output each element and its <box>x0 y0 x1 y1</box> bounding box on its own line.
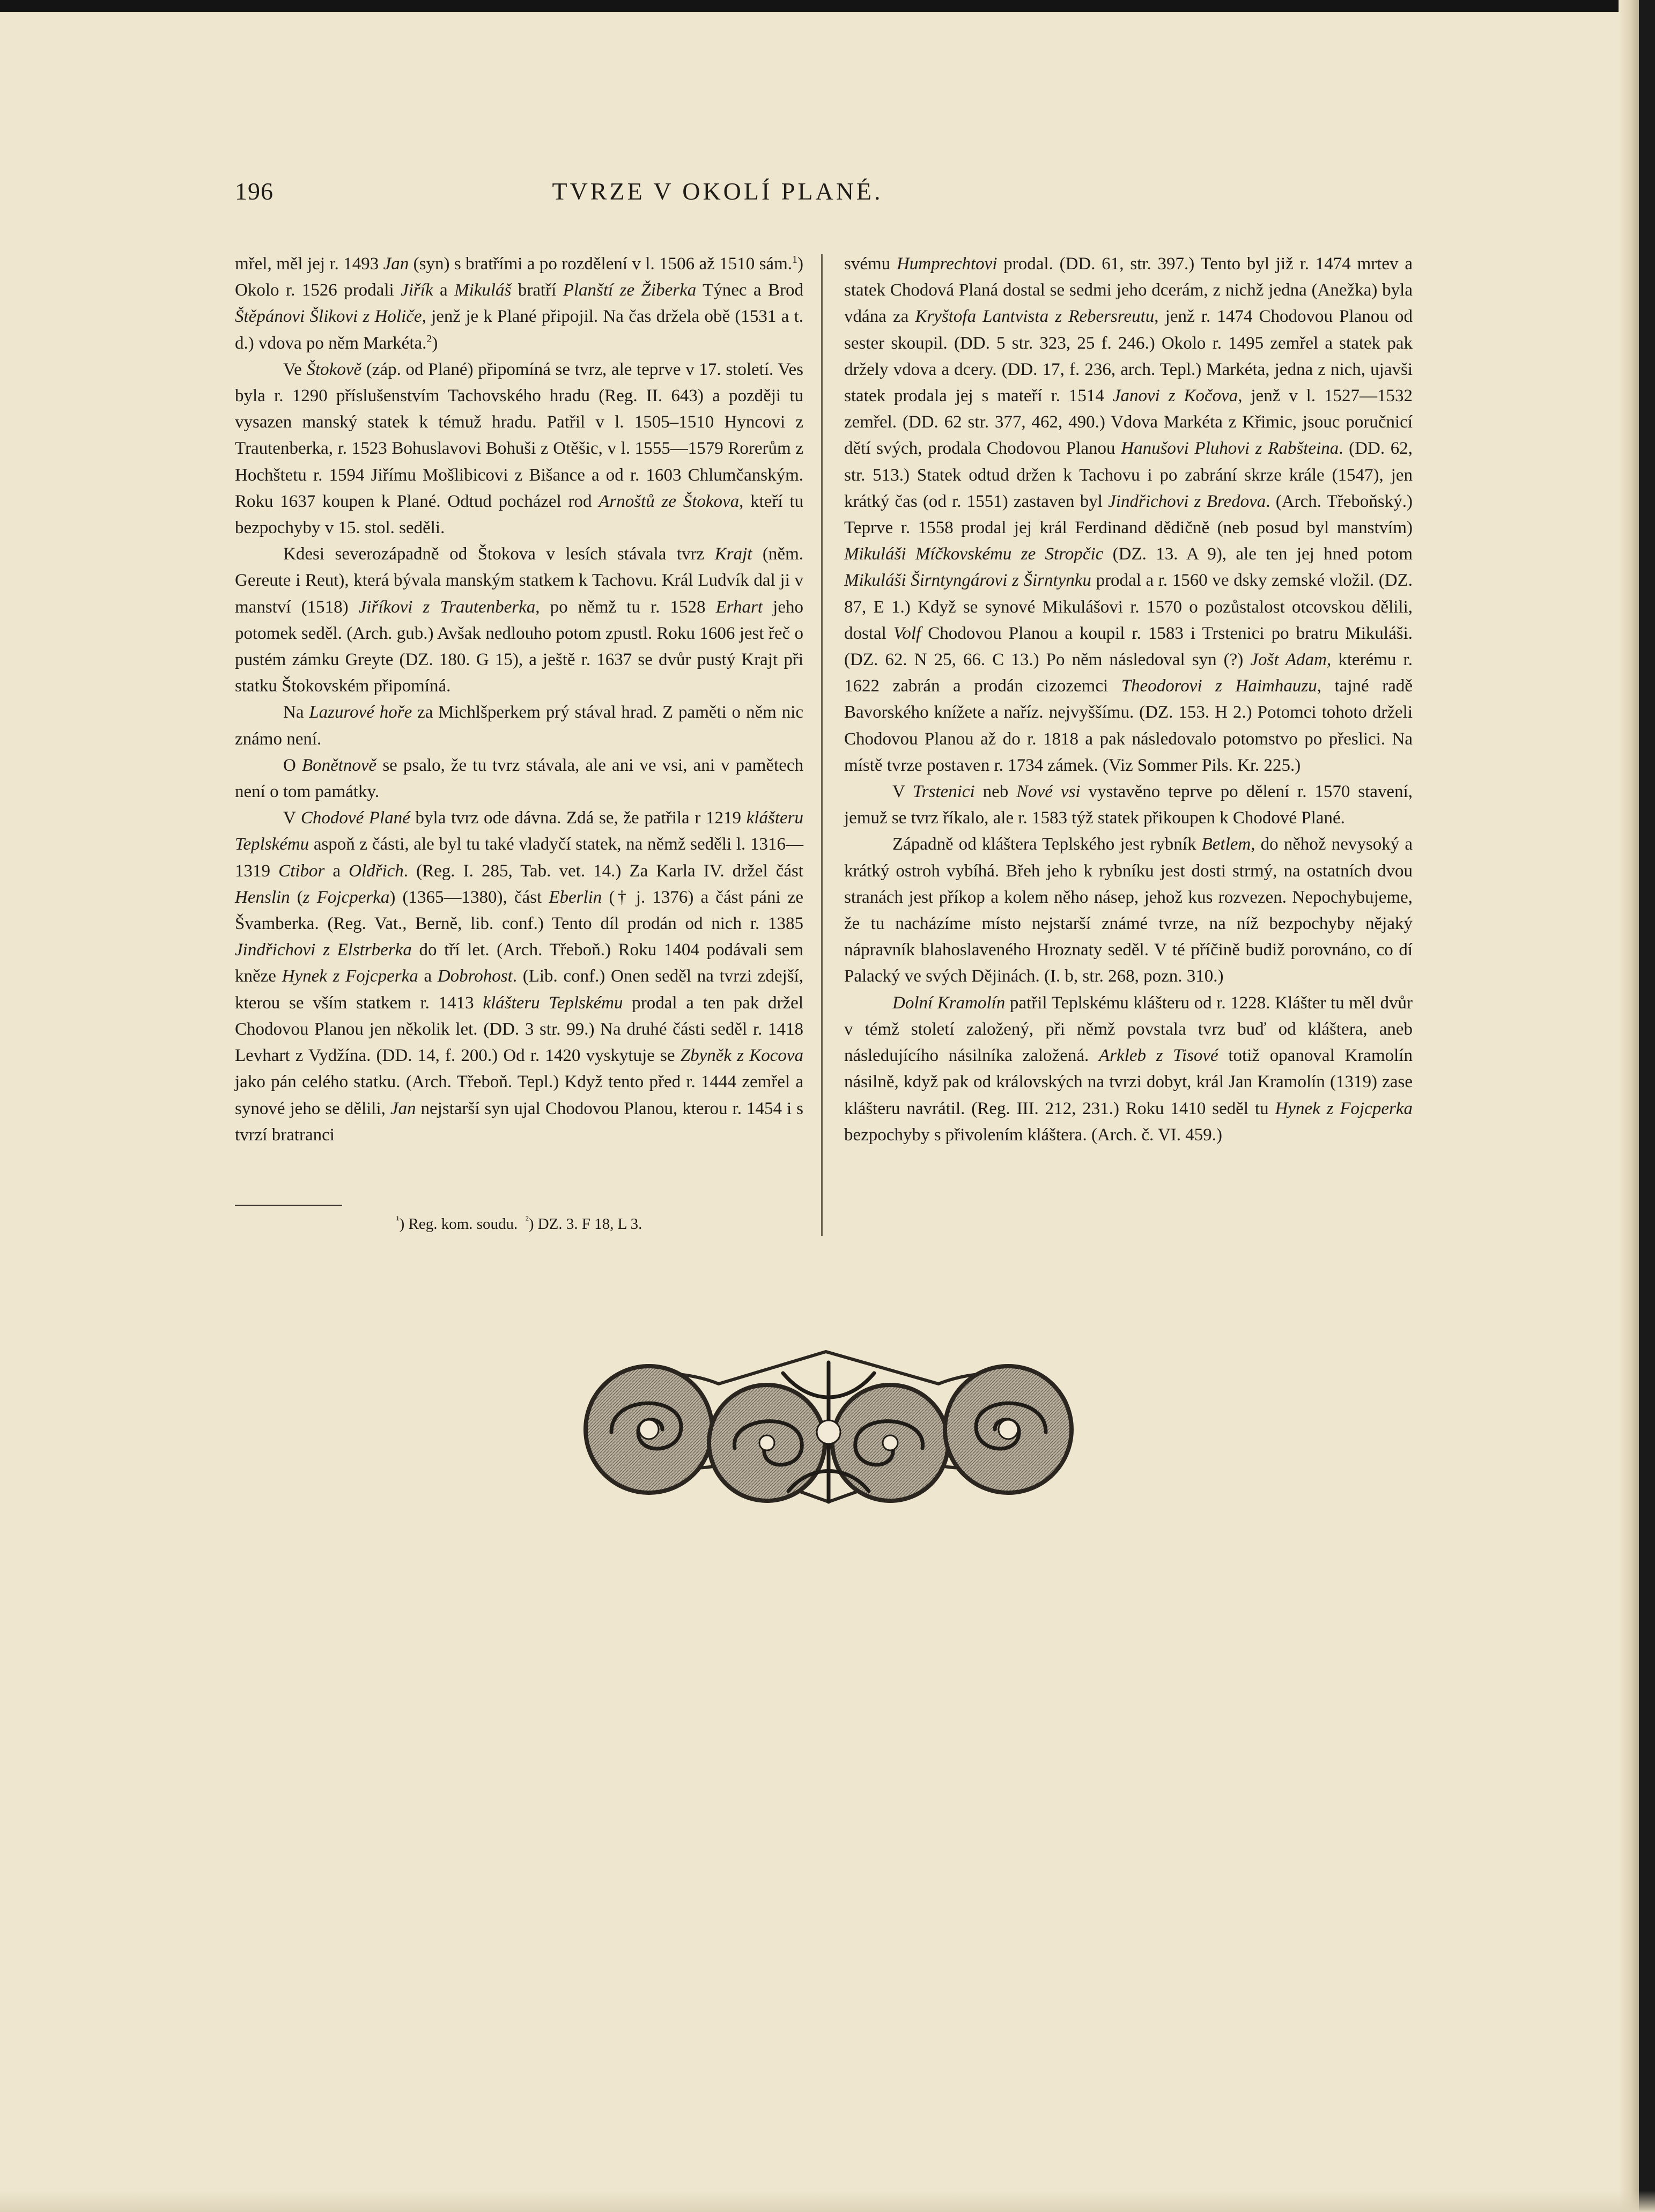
italic-name: klášteru Teplskému <box>483 993 623 1013</box>
text-run: . (Lib. conf.) Onen seděl na tvrzi zdejší, kterou se vším statkem r. 1413 <box>235 967 803 1013</box>
text-run: . (DD. 62, str. 513.) Statek odtud držen k Tachovu i po zabrání skrze krále (1547), jen krátký čas (od r. 1551) zastaven byl <box>844 439 1413 511</box>
italic-name: klášteru Teplskému <box>235 808 803 854</box>
text-run: V <box>283 808 301 828</box>
text-run: , jenž je k Plané připojil. Na čas držela obě (1531 a t. d.) vdova po něm Markéta. <box>235 307 803 353</box>
text-run: patřil Teplskému klášteru od r. 1228. Klášter tu měl dvůr v témž století založený, při němž povstala tvrz buď od kláštera, aneb následujícího násilníka založená. <box>844 993 1413 1066</box>
italic-name: Chodové Plané <box>300 808 410 828</box>
paragraph <box>235 251 803 357</box>
italic-name: Štěpánovi Šlikovi z Holiče <box>235 307 422 327</box>
italic-name: Bonětnově <box>301 755 377 775</box>
footnote-2: ) DZ. 3. F 18, L 3. <box>528 1215 642 1233</box>
text-run: V <box>892 782 913 802</box>
text-run: (syn) s bratřími a po rozdělení v l. 1506 až 1510 sám. <box>409 254 793 274</box>
text-run: . (Arch. Třeboňský.) Teprve r. 1558 prodal jej král Ferdinand dědičně (neb posud byl manstvím) <box>844 491 1413 538</box>
text-run: vystavěno teprve po dělení r. 1570 stavení, jemuž se tvrz říkalo, ale r. 1583 týž statek přikoupen k Chodové Plané. <box>844 782 1413 828</box>
scan-top-border <box>0 0 1655 12</box>
paragraph <box>235 753 803 805</box>
paragraph <box>235 541 803 699</box>
text-run: († j. 1376) a část páni ze Švamberka. (Reg. Vat., Berně, lib. conf.) Tento díl prodán od nich r. 1385 <box>235 887 803 934</box>
italic-name: Arkleb z Tisové <box>1099 1046 1218 1066</box>
text-run: jeho potomek seděl. (Arch. gub.) Avšak nedlouho potom zpustl. Roku 1606 jest řeč o pustém zámku Greyte (DZ. 180. G 15), a ještě r. 1637 se dvůr pustý Krajt při statku Štokovském připomíná. <box>235 597 803 696</box>
italic-name: Oldřich <box>349 861 404 881</box>
italic-name: Jiříkovi z Trautenberka <box>358 597 536 617</box>
text-run: , do něhož nevysoký a krátký ostroh vybíhá. Břeh jeho k rybníku jest dosti strmý, na ostatních dvou stranách jest příkop a kolem něho násep, jehož kus rozvezen. Nepochybujeme, že tu nacházíme místo nejstarší známé tvrze, na níž bezpochyby nějaký nápravník blahoslaveného Hroznaty seděl. V té příčině budiž porovnáno, co dí Palacký ve svých Dějinách. (I. b, str. 268, pozn. 310.) <box>844 835 1413 986</box>
italic-name: Zbyněk z Kocova <box>680 1046 803 1066</box>
paragraph <box>844 990 1413 1148</box>
italic-name: Dolní Kramolín <box>892 993 1006 1013</box>
text-run: se psalo, že tu tvrz stávala, ale ani ve vsi, ani v pamětech není o tom památky. <box>235 755 803 802</box>
text-run: byla tvrz ode dávna. Zdá se, že patřila r 1219 <box>410 808 747 828</box>
italic-name: z Fojcperka <box>302 887 390 907</box>
italic-name: Ctibor <box>278 861 325 881</box>
footnotes <box>235 1213 803 1235</box>
text-run: , jenž v l. 1527—1532 zemřel. (DD. 62 str. 377, 462, 490.) Vdova Markéta z Křimic, jsouc poručnicí dětí svých, prodala Chodovou Planou <box>844 386 1413 459</box>
text-run: Ve <box>283 359 307 379</box>
italic-name: Planští ze Žiberka <box>563 281 697 300</box>
italic-name: Jan <box>383 254 409 274</box>
text-run: Západně od kláštera Teplského jest rybník <box>892 835 1202 854</box>
text-run: (něm. Gereute i Reut), která bývala manským statkem k Tachovu. Král Ludvík dal ji v manství (1518) <box>235 544 803 617</box>
text-run: ( <box>290 887 303 907</box>
text-run: a <box>433 281 455 300</box>
text-run: prodal a ten pak držel Chodovou Planou jen několik let. (DD. 3 str. 99.) Na druhé části seděl r. 1418 Levhart z Vydžína. (DD. 14, f. 200.) Od r. 1420 vyskytuje se <box>235 993 803 1066</box>
text-run: . (Reg. I. 285, Tab. vet. 14.) Za Karla IV. držel část <box>403 861 803 881</box>
text-run: a <box>324 861 349 881</box>
page-edge-shadow <box>1619 0 1639 2212</box>
italic-name: Mikuláši Širntyngárovi z Širntynku <box>844 571 1091 591</box>
italic-name: Nové vsi <box>1016 782 1081 802</box>
italic-name: Volf <box>893 623 921 643</box>
footnote-ref: 2 <box>426 333 432 345</box>
italic-name: Dobrohost <box>437 967 513 986</box>
text-run: , kteří tu bezpochyby v 15. stol. seděli. <box>235 491 803 538</box>
running-title: TVRZE V OKOLÍ PLANÉ. <box>552 178 883 205</box>
italic-name: Janovi z Kočova <box>1112 386 1238 406</box>
paragraph <box>844 779 1413 831</box>
text-run: , tajné radě Bavorského knížete a naříz. nejvyššímu. (DZ. 153. H 2.) Potomci tohoto drželi Chodovou Planou až do r. 1818 a pak následovalo potomstvo po přeslici. Na místě tvrze postaven r. 1734 zámek. (Viz Sommer Pils. Kr. 225.) <box>844 676 1413 775</box>
italic-name: Jindřichovi z Elstrberka <box>235 940 412 960</box>
italic-name: Erhart <box>715 597 763 617</box>
paragraph <box>844 251 1413 779</box>
italic-name: Arnoštů ze Štokova <box>599 491 740 511</box>
text-run: do tří let. (Arch. Třeboň.) Roku 1404 podávali sem kněze <box>235 940 803 986</box>
page-header <box>235 177 1200 215</box>
footnote-rule <box>235 1205 342 1206</box>
text-run: prodal. (DD. 61, str. 397.) Tento byl již r. 1474 mrtev a statek Chodová Planá dostal se sedmi jeho dcerám, z nichž jedna (Anežka) byla vdána za <box>844 254 1413 327</box>
text-run: ) <box>432 333 438 353</box>
italic-name: Kryštofa Lantvista z Rebersreutu <box>915 307 1155 327</box>
text-run: aspoň z části, ale byl tu také vladyčí statek, na němž seděli l. 1316—1319 <box>235 835 803 881</box>
italic-name: Krajt <box>714 544 752 564</box>
column-divider <box>821 254 823 1236</box>
text-run: , jenž r. 1474 Chodovou Planou od sester skoupil. (DD. 5 str. 323, 25 f. 246.) Okolo r. 1495 zemřel a statek pak držely vdova a dcery. (DD. 17, f. 236, arch. Tepl.) Markéta, jedna z nich, ujavši statek prodala jej s mateří r. 1514 <box>844 307 1413 406</box>
text-run: ) Okolo r. 1526 prodali <box>235 254 804 300</box>
italic-name: Hynek z Fojcperka <box>282 967 418 986</box>
paragraph <box>235 805 803 1148</box>
text-run: bratří <box>511 281 563 300</box>
text-run: a <box>418 967 438 986</box>
page-bottom-shadow <box>0 2191 1655 2212</box>
italic-name: Eberlin <box>549 887 602 907</box>
italic-name: Jošt Adam <box>1250 650 1327 670</box>
scan-right-border <box>1639 0 1655 2212</box>
text-run: mřel, měl jej r. 1493 <box>235 254 383 274</box>
italic-name: Mikuláš <box>454 281 512 300</box>
footnote-marker: ¹ <box>396 1214 400 1226</box>
text-run: (záp. od Plané) připomíná se tvrz, ale teprve v 17. století. Ves byla r. 1290 příslušenstvím Tachovského hradu (Reg. II. 643) a později tu vysazen manský statek k témuž hradu. Patřil v l. 1505–1510 Hyncovi z Trautenberka, r. 1523 Bohuslavovi Bohuši z Otěšic, v l. 1555—1579 Rorerům z Hochštetu r. 1594 Jiřímu Mošlibicovi z Bišance a od r. 1603 Chlumčanským. Roku 1637 koupen k Plané. Odtud pocházel rod <box>235 359 803 511</box>
text-run: neb <box>974 782 1017 802</box>
text-run: Týnec a Brod <box>696 281 803 300</box>
text-run: totiž opanoval Kramolín násilně, když pak od královských na tvrzi dobyt, král Jan Kramolín (1319) zase klášteru navrátil. (Reg. III. 212, 231.) Roku 1410 seděl tu <box>844 1046 1413 1118</box>
text-run: jako pán celého statku. (Arch. Třeboň. Tepl.) Když tento před r. 1444 zemřel a synové jeho se dělili, <box>235 1072 803 1118</box>
text-run: ) (1365—1380), část <box>389 887 549 907</box>
left-column <box>235 251 803 1148</box>
text-run: Kdesi severozápadně od Štokova v lesích stávala tvrz <box>283 544 715 564</box>
italic-name: Humprechtovi <box>896 254 998 274</box>
italic-name: Betlem <box>1201 835 1251 854</box>
italic-name: Mikuláši Míčkovskému ze Stropčic <box>844 544 1104 564</box>
italic-name: Štokově <box>306 359 362 379</box>
footnote-1: ) Reg. kom. soudu. <box>399 1215 518 1233</box>
text-run: svému <box>844 254 897 274</box>
text-run: Na <box>283 703 309 722</box>
italic-name: Jiřík <box>401 281 433 300</box>
footnote-marker: ² <box>525 1214 529 1226</box>
decorative-ornament <box>558 1341 1099 1518</box>
text-run: , po němž tu r. 1528 <box>535 597 716 617</box>
paragraph <box>844 831 1413 990</box>
italic-name: Jan <box>390 1098 416 1118</box>
text-run: (DZ. 13. A 9), ale ten jej hned potom <box>1103 544 1413 564</box>
text-run: bezpochyby s přivolením kláštera. (Arch. č. VI. 459.) <box>844 1125 1223 1145</box>
text-run: O <box>283 755 302 775</box>
paragraph <box>235 357 803 541</box>
italic-name: Lazurové hoře <box>309 703 412 722</box>
italic-name: Hanušovi Pluhovi z Rabšteina <box>1121 439 1339 459</box>
footnote-ref: 1 <box>792 254 798 266</box>
italic-name: Henslin <box>235 887 290 907</box>
italic-name: Hynek z Fojcperka <box>1275 1098 1413 1118</box>
italic-name: Theodorovi z Haimhauzu <box>1121 676 1317 696</box>
italic-name: Jindřichovi z Bredova <box>1108 491 1266 511</box>
text-run: za Michlšperkem prý stával hrad. Z paměti o něm nic známo není. <box>235 703 803 749</box>
italic-name: Trstenici <box>913 782 975 802</box>
paragraph <box>235 699 803 752</box>
page-number: 196 <box>235 178 274 205</box>
text-run: Chodovou Planou a koupil r. 1583 i Trstenici po bratru Mikuláši. (DZ. 62. N 25, 66. C 13.) Po něm následoval syn (?) <box>844 623 1413 670</box>
text-run: , kterému r. 1622 zabrán a prodán cizozemci <box>844 650 1413 696</box>
right-column <box>844 251 1413 1148</box>
text-run: prodal a r. 1560 ve dsky zemské vložil. (DZ. 87, E 1.) Když se synové Mikulášovi r. 1570 o pozůstalost otcovskou dělili, dostal <box>844 571 1413 643</box>
text-run: nejstarší syn ujal Chodovou Planou, kterou r. 1454 i s tvrzí bratranci <box>235 1098 803 1145</box>
